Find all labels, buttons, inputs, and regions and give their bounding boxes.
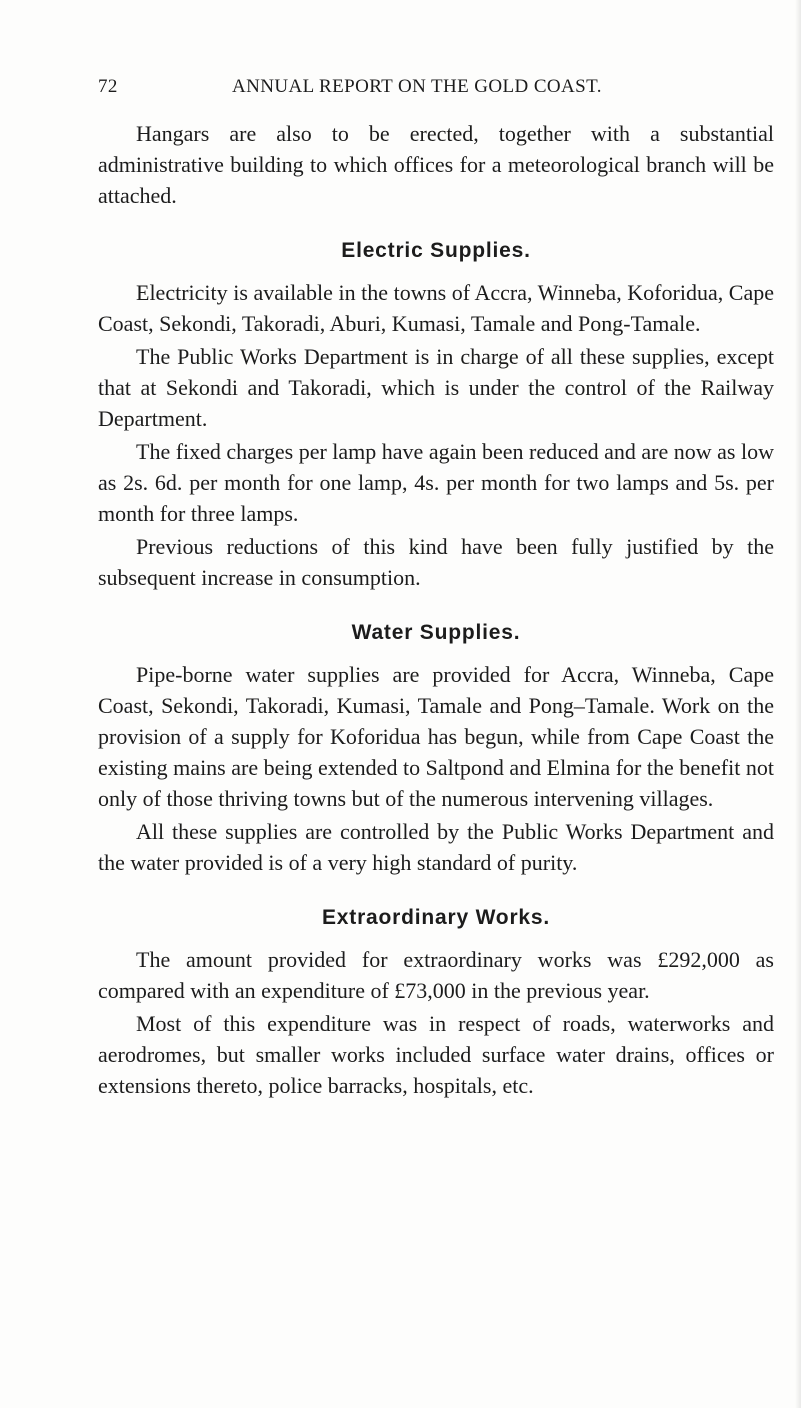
intro-paragraph: Hangars are also to be erected, together with a substantial administrative building to which offices for a meteorological branch will be attached. xyxy=(98,121,774,208)
electric-paragraph-3: The fixed charges per lamp have again been reduced and are now as low as 2s. 6d. per month for one lamp, 4s. per month for two lamps and 5s. per month for three lamps. xyxy=(98,439,774,526)
heading-water-supplies: Water Supplies. xyxy=(351,621,521,644)
works-paragraph-1: The amount provided for extraordinary works was £292,000 as compared with an expenditure of £73,000 in the previous year. xyxy=(98,947,774,1003)
page-body xyxy=(98,118,774,1101)
heading-extraordinary-works: Extraordinary Works. xyxy=(321,906,551,929)
running-title: ANNUAL REPORT ON THE GOLD COAST. xyxy=(232,76,602,97)
heading-electric-supplies: Electric Supplies. xyxy=(341,239,531,262)
page-edge-shadow xyxy=(795,0,801,1408)
page-header xyxy=(98,76,698,106)
water-paragraph-2: All these supplies are controlled by the Public Works Department and the water provided is of a very high standard of purity. xyxy=(98,819,774,875)
works-paragraph-2: Most of this expenditure was in respect of roads, waterworks and aerodromes, but smaller works included surface water drains, offices or extensions thereto, police barracks, hospitals, etc. xyxy=(98,1011,774,1098)
page-number: 72 xyxy=(98,76,118,97)
electric-paragraph-2: The Public Works Department is in charge of all these supplies, except that at Sekondi and Takoradi, which is under the control of the Railway Department. xyxy=(98,344,774,431)
water-paragraph-1: Pipe-borne water supplies are provided for Accra, Winneba, Cape Coast, Sekondi, Takoradi, Kumasi, Tamale and Pong–Tamale. Work on the provision of a supply for Koforidua has begun, while from Cape Coast the existing mains are being extended to Saltpond and Elmina for the benefit not only of those thriving towns but of the numerous intervening villages. xyxy=(98,662,774,811)
electric-paragraph-4: Previous reductions of this kind have been fully justified by the subsequent increase in consumption. xyxy=(98,534,774,590)
electric-paragraph-1: Electricity is available in the towns of Accra, Winneba, Koforidua, Cape Coast, Sekondi, Takoradi, Aburi, Kumasi, Tamale and Pong-Tamale. xyxy=(98,280,774,336)
